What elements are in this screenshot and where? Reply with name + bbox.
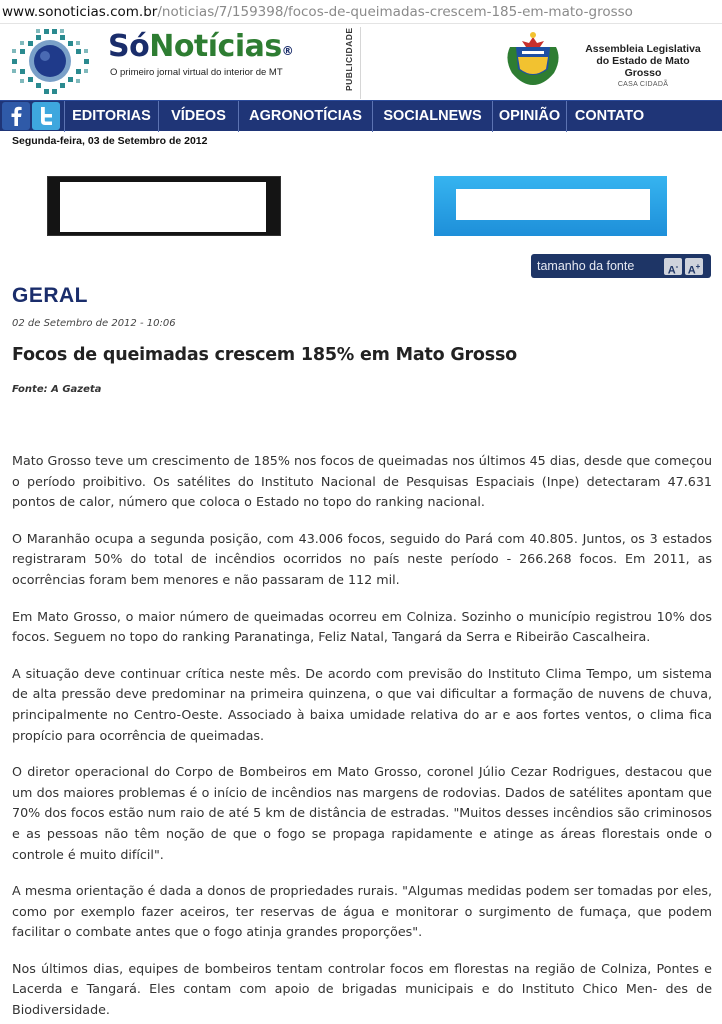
assembly-sponsor[interactable] xyxy=(578,43,708,91)
nav-opiniao[interactable]: OPINIÃO xyxy=(492,101,566,132)
source-label: Fonte: xyxy=(12,384,48,395)
address-bar[interactable] xyxy=(0,0,722,24)
url-path: /noticias/7/159398/focos-de-queimadas-crescem-185-em-mato-grosso xyxy=(157,4,633,20)
twitter-icon[interactable] xyxy=(32,102,60,130)
article-paragraph: A situação deve continuar crítica neste mês. De acordo com previsão do Instituto Clima Tempo, um sistema de alta pressão deve predominar na primeira quinzena, o que vai dificultar a formação de nuvens de chuva, principalmente no Centro-Oeste. Associado à baixa umidade relativa do ar e aos fortes ventos, o clima fica propício para ocorrência de queimadas. xyxy=(12,665,712,743)
published-date: 02 de Setembro de 2012 - 10:06 xyxy=(12,318,176,329)
registered-mark: ® xyxy=(281,44,294,58)
font-increase-letter: A xyxy=(687,264,696,277)
article-title: Focos de queimadas crescem 185% em Mato Grosso xyxy=(12,345,517,365)
facebook-icon[interactable] xyxy=(2,102,30,130)
site-tagline: O primeiro jornal virtual do interior de MT xyxy=(110,67,283,78)
font-increase-button[interactable] xyxy=(685,258,703,275)
font-decrease-sign: - xyxy=(675,261,679,271)
site-title[interactable] xyxy=(108,29,293,65)
advertising-label-text: PUBLICIDADE xyxy=(344,27,354,91)
site-header xyxy=(0,27,722,99)
url-domain: www.sonoticias.com.br xyxy=(2,4,158,20)
logo-noticias: Notícias xyxy=(149,29,282,64)
nav-socialnews[interactable]: SOCIALNEWS xyxy=(372,101,492,132)
article-paragraph: Em Mato Grosso, o maior número de queimadas ocorreu em Colniza. Sozinho o município registrou 10% dos focos. Seguem no topo do ranking Paranatinga, Feliz Natal, Tangará da Serra e Ribeirão Cascalheira. xyxy=(12,608,712,645)
nav-editorias[interactable]: EDITORIAS xyxy=(64,101,158,132)
section-title[interactable]: GERAL xyxy=(12,284,88,307)
assembly-line1: Assembleia Legislativa xyxy=(585,43,701,55)
social-links xyxy=(0,101,64,132)
font-increase-sign: + xyxy=(695,261,701,271)
ad-banner-right-content xyxy=(456,189,650,220)
sonoticias-logo-icon[interactable] xyxy=(10,29,92,95)
font-decrease-button[interactable] xyxy=(664,258,682,275)
nav-agronoticias[interactable]: AGRONOTÍCIAS xyxy=(238,101,372,132)
font-decrease-letter: A xyxy=(667,264,676,277)
nav-contato[interactable]: CONTATO xyxy=(566,101,652,132)
article-paragraph: A mesma orientação é dada a donos de propriedades rurais. "Algumas medidas podem ser tomadas por eles, como por exemplo fazer aceiros, ter reservas de água e monitorar o surgimento de fumaça, que podem facilitar o combate antes que o fogo atinja grandes proporções". xyxy=(12,883,712,940)
crest-icon[interactable] xyxy=(500,29,566,87)
header-divider xyxy=(360,27,361,99)
article-body xyxy=(12,451,712,1024)
assembly-line3: CASA CIDADÃ xyxy=(617,81,669,88)
main-nav xyxy=(0,100,722,131)
source-name: A Gazeta xyxy=(51,384,102,395)
ad-banner-right[interactable] xyxy=(434,176,667,236)
article-paragraph: Mato Grosso teve um crescimento de 185% nos focos de queimadas nos últimos 45 dias, desde que começou o período proibitivo. Os satélites do Instituto Nacional de Pesquisas Espaciais (Inpe) detectaram 47.631 pontos de calor, número que coloca o Estado no topo do ranking nacional. xyxy=(12,453,712,510)
logo-so: Só xyxy=(108,29,150,64)
article-paragraph: O Maranhão ocupa a segunda posição, com 43.006 focos, seguido do Pará com 40.805. Juntos, os 3 estados registraram 50% do total de incêndios ocorridos no país neste período - 266.268 focos. Em 2011, as ocorrências foram bem menores e não passaram de 112 mil. xyxy=(12,530,712,587)
advertising-label xyxy=(344,29,358,91)
current-date: Segunda-feira, 03 de Setembro de 2012 xyxy=(12,135,208,147)
font-size-control xyxy=(531,254,711,278)
ad-banner-left-content xyxy=(60,182,266,232)
article-paragraph: O diretor operacional do Corpo de Bombeiros em Mato Grosso, coronel Júlio Cezar Rodrigues, destacou que um dos maiores problemas é o início de incêndios nas margens de rodovias. Dados de satélites apontam que 70% dos focos estão num raio de até 5 km de distância de estradas. "Muitos desses incêndios são criminosos e as pessoas não têm noção de que o fogo se propaga rapidamente e atinge as áreas florestais onde o controle é muito difícil". xyxy=(12,764,712,862)
ad-banner-left[interactable] xyxy=(47,176,281,236)
assembly-line2: do Estado de Mato Grosso xyxy=(596,55,690,79)
font-size-label: tamanho da fonte xyxy=(537,259,635,273)
article-source xyxy=(12,384,101,395)
article-paragraph: Nos últimos dias, equipes de bombeiros tentam controlar focos em florestas na região de Colniza, Pontes e Lacerda e Tangará. Eles contam com apoio de brigadas municipais e do Instituto Chico Men- des de Biodiversidade. xyxy=(12,960,712,1018)
nav-videos[interactable]: VÍDEOS xyxy=(158,101,238,132)
